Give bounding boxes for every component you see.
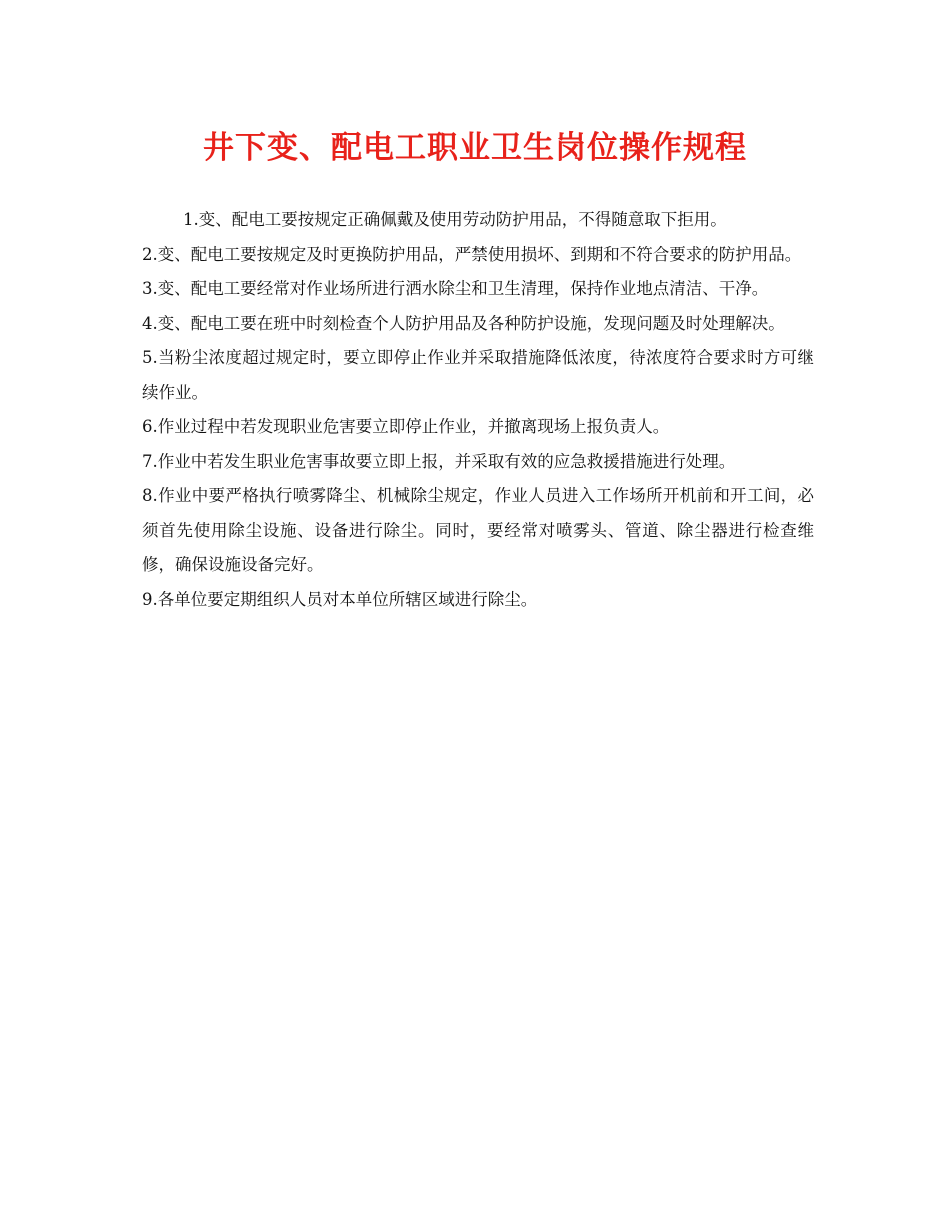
rule-item-3: 3.变、配电工要经常对作业场所进行洒水除尘和卫生清理，保持作业地点清洁、干净。 <box>142 279 769 298</box>
rule-item-7: 7.作业中若发生职业危害事故要立即上报，并采取有效的应急救援措施进行处理。 <box>142 451 736 471</box>
rule-item-8: 8.作业中要严格执行喷雾降尘、机械除尘规定，作业人员进入工作场所开机前和开工间，必须首先使用除尘设施、设备进行除尘。同时，要经常对喷雾头、管道、除尘器进行检查维修，确保设施设备完好。 <box>142 486 814 574</box>
document-title: 井下变、配电工职业卫生岗位操作规程 <box>203 130 747 166</box>
rule-item-6: 6.作业过程中若发现职业危害要立即停止作业，并撤离现场上报负责人。 <box>142 417 670 436</box>
rule-item-9: 9.各单位要定期组织人员对本单位所辖区域进行除尘。 <box>142 589 538 609</box>
rule-item-4: 4.变、配电工要在班中时刻检查个人防护用品及各种防护设施，发现问题及时处理解决。 <box>142 313 785 333</box>
rule-item-2: 2.变、配电工要按规定及时更换防护用品，严禁使用损坏、到期和不符合要求的防护用品。 <box>142 244 802 264</box>
document-body <box>142 203 814 617</box>
rule-item-1: 1.变、配电工要按规定正确佩戴及使用劳动防护用品，不得随意取下拒用。 <box>183 210 727 229</box>
rule-item-5: 5.当粉尘浓度超过规定时，要立即停止作业并采取措施降低浓度，待浓度符合要求时方可继续作业。 <box>142 348 814 402</box>
